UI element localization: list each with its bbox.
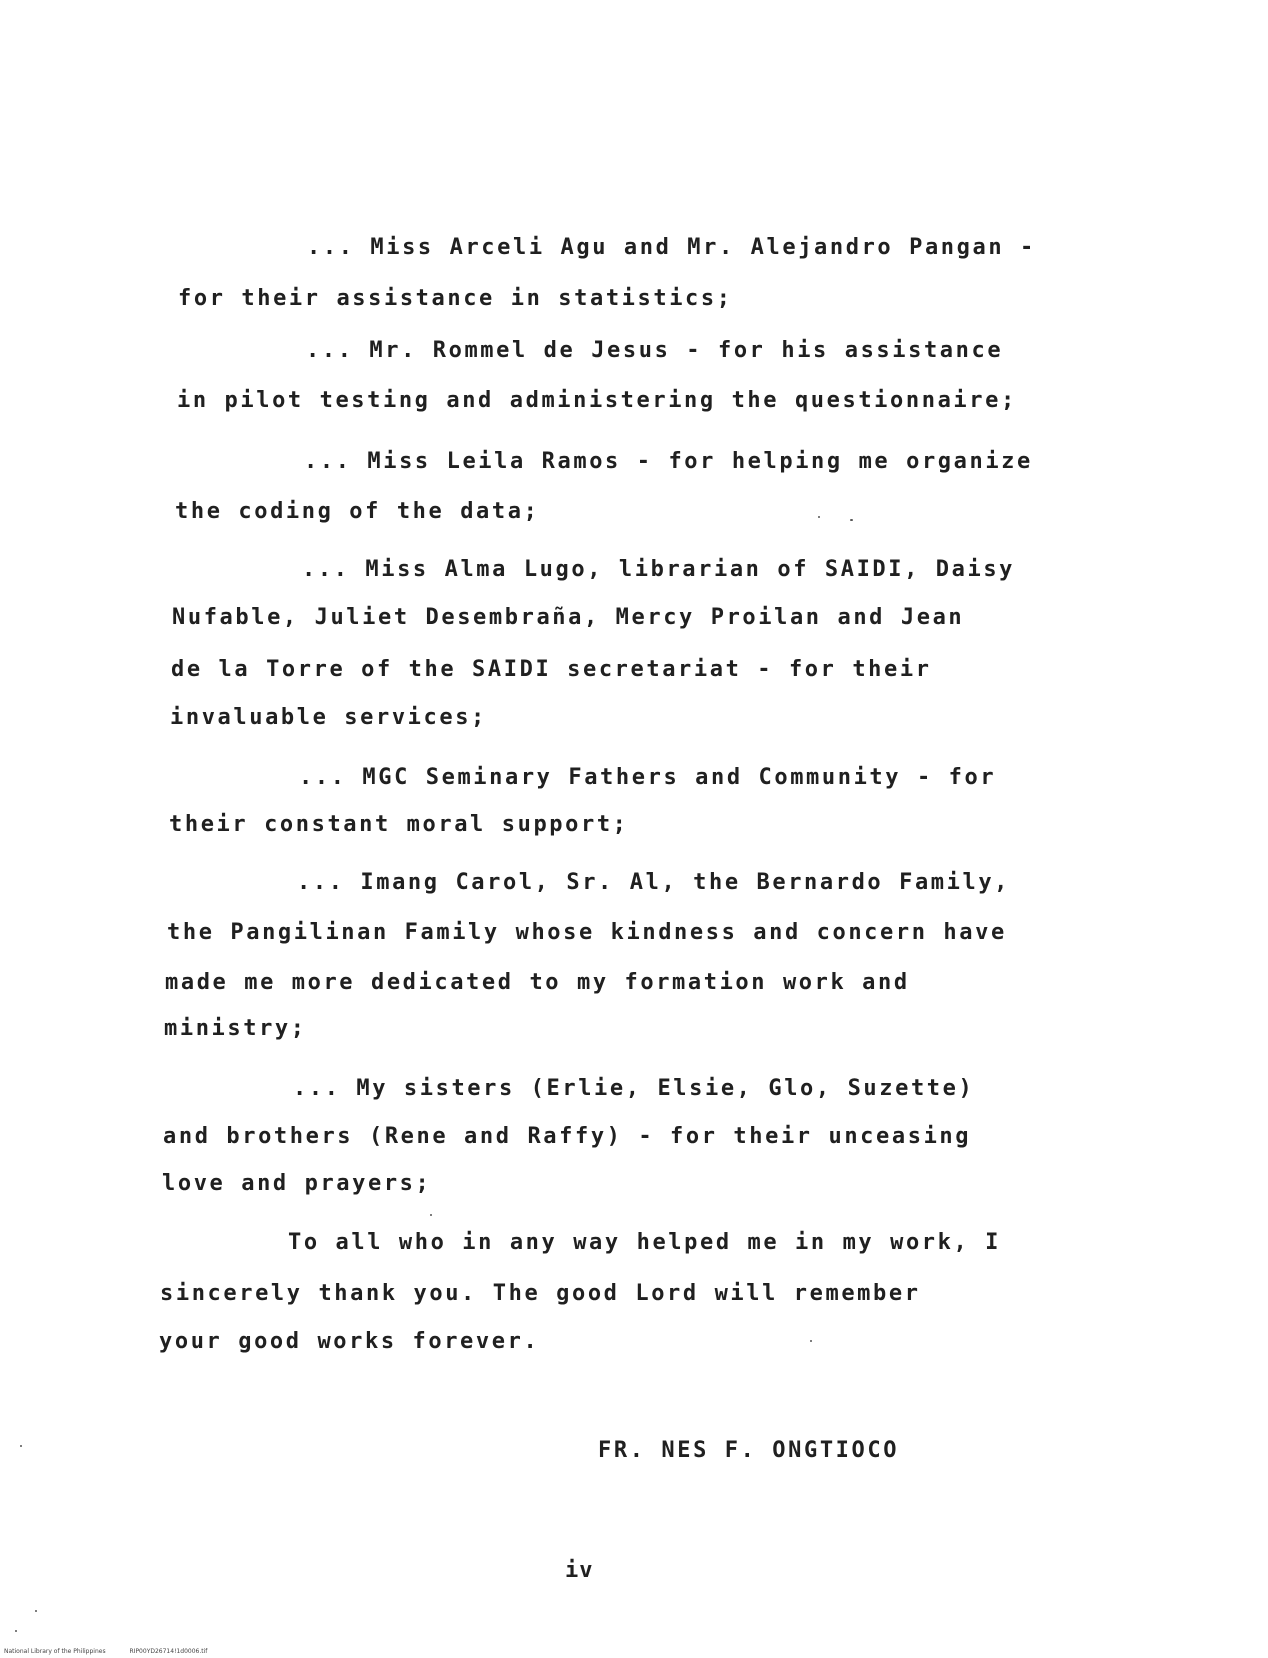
- scan-speck: [810, 1340, 812, 1342]
- text-line: ... MGC Seminary Fathers and Community - for: [299, 765, 997, 790]
- scan-speck: [850, 519, 853, 521]
- text-line: their constant moral support;: [169, 812, 629, 837]
- scan-speck: [818, 516, 820, 518]
- text-line: made me more dedicated to my formation work and: [165, 970, 910, 995]
- page-number: iv: [565, 1558, 594, 1583]
- text-line: Nufable, Juliet Desembraña, Mercy Proilan and Jean: [172, 605, 965, 630]
- text-line: ministry;: [164, 1016, 307, 1041]
- scan-speck: [35, 1610, 37, 1612]
- scan-footer: [4, 1648, 207, 1655]
- text-line: ... Miss Arceli Agu and Mr. Alejandro Pangan -: [307, 235, 1036, 260]
- text-line: invaluable services;: [170, 705, 487, 730]
- text-line: the Pangilinan Family whose kindness and concern have: [167, 920, 1007, 945]
- signature: FR. NES F. ONGTIOCO: [598, 1438, 900, 1463]
- footer-code: RIP00YD26714!1d0006.tif: [129, 1648, 208, 1655]
- text-line: in pilot testing and administering the questionnaire;: [177, 388, 1017, 413]
- text-line: ... My sisters (Erlie, Elsie, Glo, Suzette): [293, 1076, 975, 1101]
- text-line: ... Miss Alma Lugo, librarian of SAIDI, Daisy: [302, 557, 1016, 582]
- text-line: love and prayers;: [162, 1171, 432, 1196]
- text-line: ... Mr. Rommel de Jesus - for his assistance: [306, 338, 1004, 363]
- scan-speck: [430, 1214, 432, 1216]
- footer-library: National Library of the Philippines: [4, 1648, 106, 1655]
- text-line: de la Torre of the SAIDI secretariat - for their: [171, 657, 932, 682]
- text-line: and brothers (Rene and Raffy) - for their unceasing: [163, 1124, 972, 1149]
- scan-speck: [20, 1445, 22, 1447]
- text-line: the coding of the data;: [175, 499, 540, 524]
- text-line: To all who in any way helped me in my work, I: [288, 1230, 1002, 1255]
- text-line: your good works forever.: [159, 1329, 540, 1354]
- text-line: ... Miss Leila Ramos - for helping me organize: [304, 449, 1033, 474]
- text-line: ... Imang Carol, Sr. Al, the Bernardo Family,: [297, 870, 1011, 895]
- text-line: for their assistance in statistics;: [178, 286, 733, 311]
- text-line: sincerely thank you. The good Lord will remember: [160, 1281, 921, 1306]
- scan-speck: [15, 1630, 17, 1632]
